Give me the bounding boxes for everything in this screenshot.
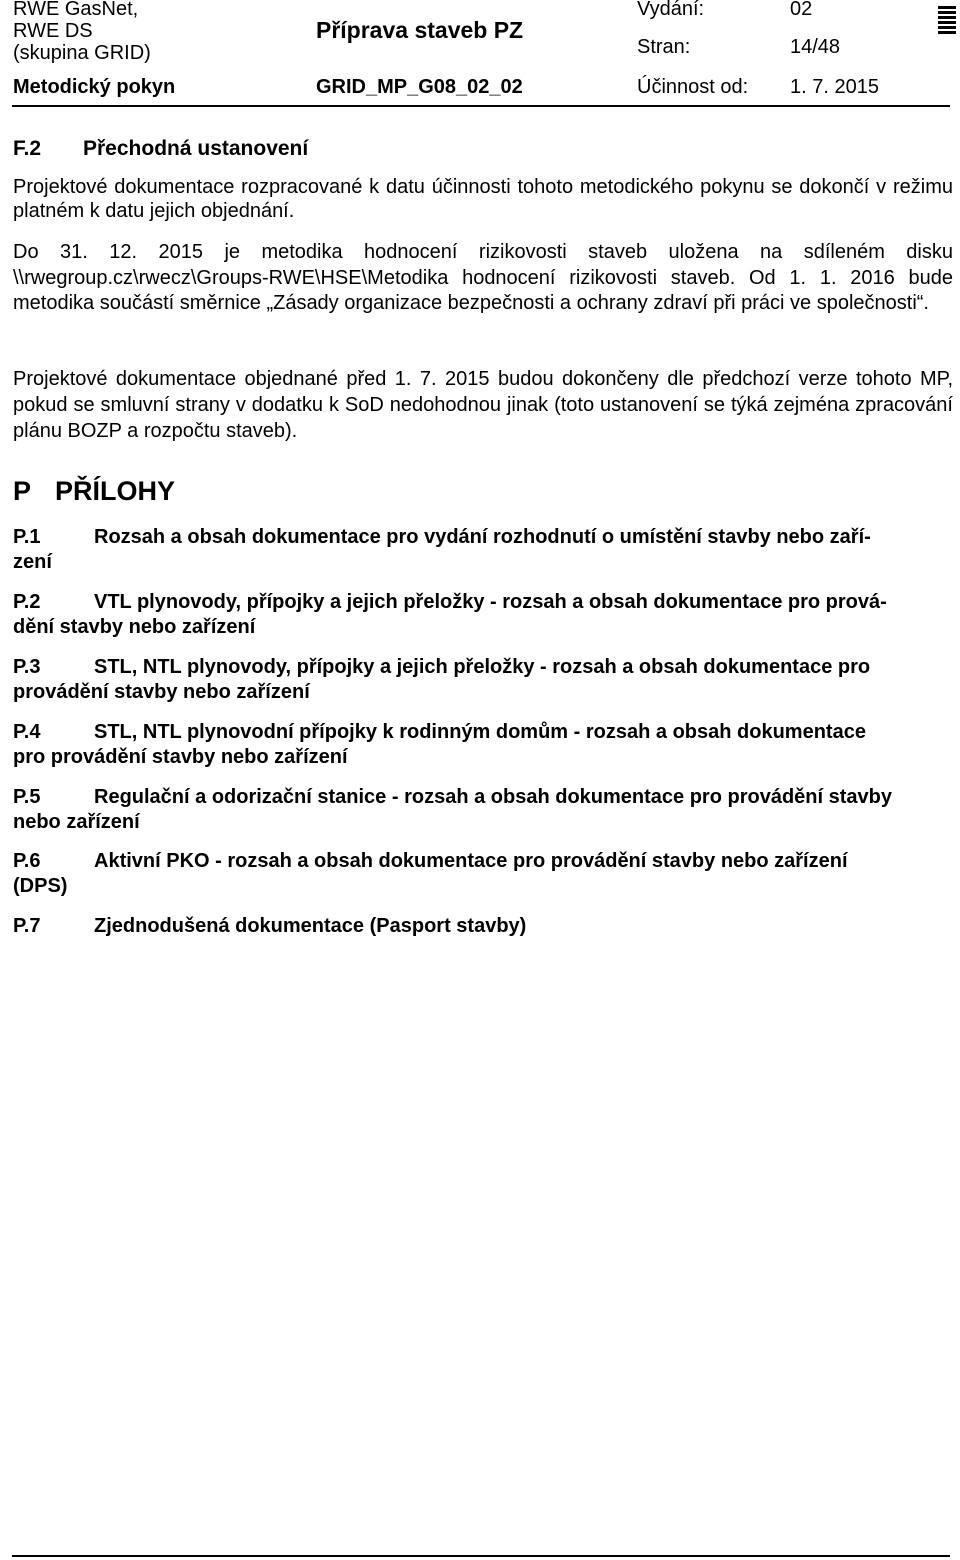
appendix-item-number: P.1 [13, 526, 41, 548]
paragraph-2-text: Do 31. 12. 2015 je metodika hodnocení rizikovosti staveb uložena na sdíleném disku \\rwegroup.cz\rwecz\Groups-RWE\HSE\Metodika hodnocení rizikovosti staveb. Od 1. 1. 2016 bude metodika součástí směrnice „Zásady organizace bezpečnosti a ochrany zdraví při práci ve společnosti“. [13, 241, 953, 314]
appendix-item-number: P.5 [13, 786, 41, 808]
appendix-item-text: Regulační a odorizační stanice - rozsah a obsah dokumentace pro provádění stavby [94, 786, 892, 808]
effective-date-label: Účinnost od: [637, 76, 749, 98]
footer-rule [12, 1555, 950, 1557]
appendix-item-text-cont: (DPS) [13, 875, 68, 897]
appendix-letter: P [13, 476, 32, 506]
effective-date-value: 1. 7. 2015 [790, 76, 879, 98]
appendix-title: PŘÍLOHY [55, 476, 176, 506]
appendix-item-number: P.3 [13, 656, 41, 678]
company-name-line2: RWE DS [13, 20, 93, 42]
edition-label: Vydání: [637, 0, 705, 20]
section-heading [13, 137, 308, 161]
appendix-heading [13, 476, 175, 507]
appendix-item-number: P.6 [13, 850, 41, 872]
appendix-item-text: Aktivní PKO - rozsah a obsah dokumentace pro provádění stavby nebo zařízení [94, 850, 848, 872]
page-title: Příprava staveb PZ [316, 17, 524, 43]
paragraph-1-text: Projektové dokumentace rozpracované k datu účinnosti tohoto metodického pokynu se dokončí v režimu platném k datu jejich objednání. [13, 176, 953, 222]
edition-value: 02 [790, 0, 813, 20]
appendix-item-text-cont: nebo zařízení [13, 811, 140, 833]
appendix-item-text: STL, NTL plynovody, přípojky a jejich přeložky - rozsah a obsah dokumentace pro [94, 656, 871, 678]
doc-code: GRID_MP_G08_02_02 [316, 76, 523, 98]
appendix-item [13, 655, 953, 705]
appendix-item [13, 720, 953, 770]
company-name-line3: (skupina GRID) [13, 42, 151, 64]
company-name-line1: RWE GasNet, [13, 0, 139, 20]
appendix-item-text: Rozsah a obsah dokumentace pro vydání rozhodnutí o umístění stavby nebo zaří- [94, 526, 871, 548]
page-count-label: Stran: [637, 36, 691, 58]
appendix-item-text-cont: zení [13, 551, 52, 573]
appendix-item-number: P.2 [13, 591, 41, 613]
appendix-item-text-cont: pro provádění stavby nebo zařízení [13, 746, 348, 768]
section-number: F.2 [13, 137, 42, 160]
appendix-item-text: VTL plynovody, přípojky a jejich přeložky - rozsah a obsah dokumentace pro prová- [94, 591, 887, 613]
header-rule [12, 105, 950, 107]
appendix-item-text: Zjednodušená dokumentace (Pasport stavby) [94, 915, 527, 937]
appendix-item [13, 785, 953, 835]
company-logo-icon [938, 6, 956, 36]
paragraph-1 [13, 175, 953, 223]
appendix-item-text: STL, NTL plynovodní přípojky k rodinným domům - rozsah a obsah dokumentace [94, 721, 866, 743]
section-title: Přechodná ustanovení [83, 137, 309, 160]
appendix-item [13, 914, 953, 939]
appendix-item-text-cont: provádění stavby nebo zařízení [13, 681, 310, 703]
appendix-item [13, 849, 953, 899]
appendix-item-number: P.7 [13, 915, 41, 937]
paragraph-3-text: Projektové dokumentace objednané před 1. 7. 2015 budou dokončeny dle předchozí verze tohoto MP, pokud se smluvní strany v dodatku k SoD nedohodnou jinak (toto ustanovení se týká zejména zpracování plánu BOZP a rozpočtu staveb). [13, 368, 953, 442]
appendix-item [13, 590, 953, 640]
appendix-item-number: P.4 [13, 721, 41, 743]
page-count-value: 14/48 [790, 36, 841, 58]
paragraph-3 [13, 366, 953, 444]
appendix-item [13, 525, 953, 575]
appendix-item-text-cont: dění stavby nebo zařízení [13, 616, 256, 638]
paragraph-2 [13, 240, 953, 317]
doc-type: Metodický pokyn [13, 76, 176, 98]
